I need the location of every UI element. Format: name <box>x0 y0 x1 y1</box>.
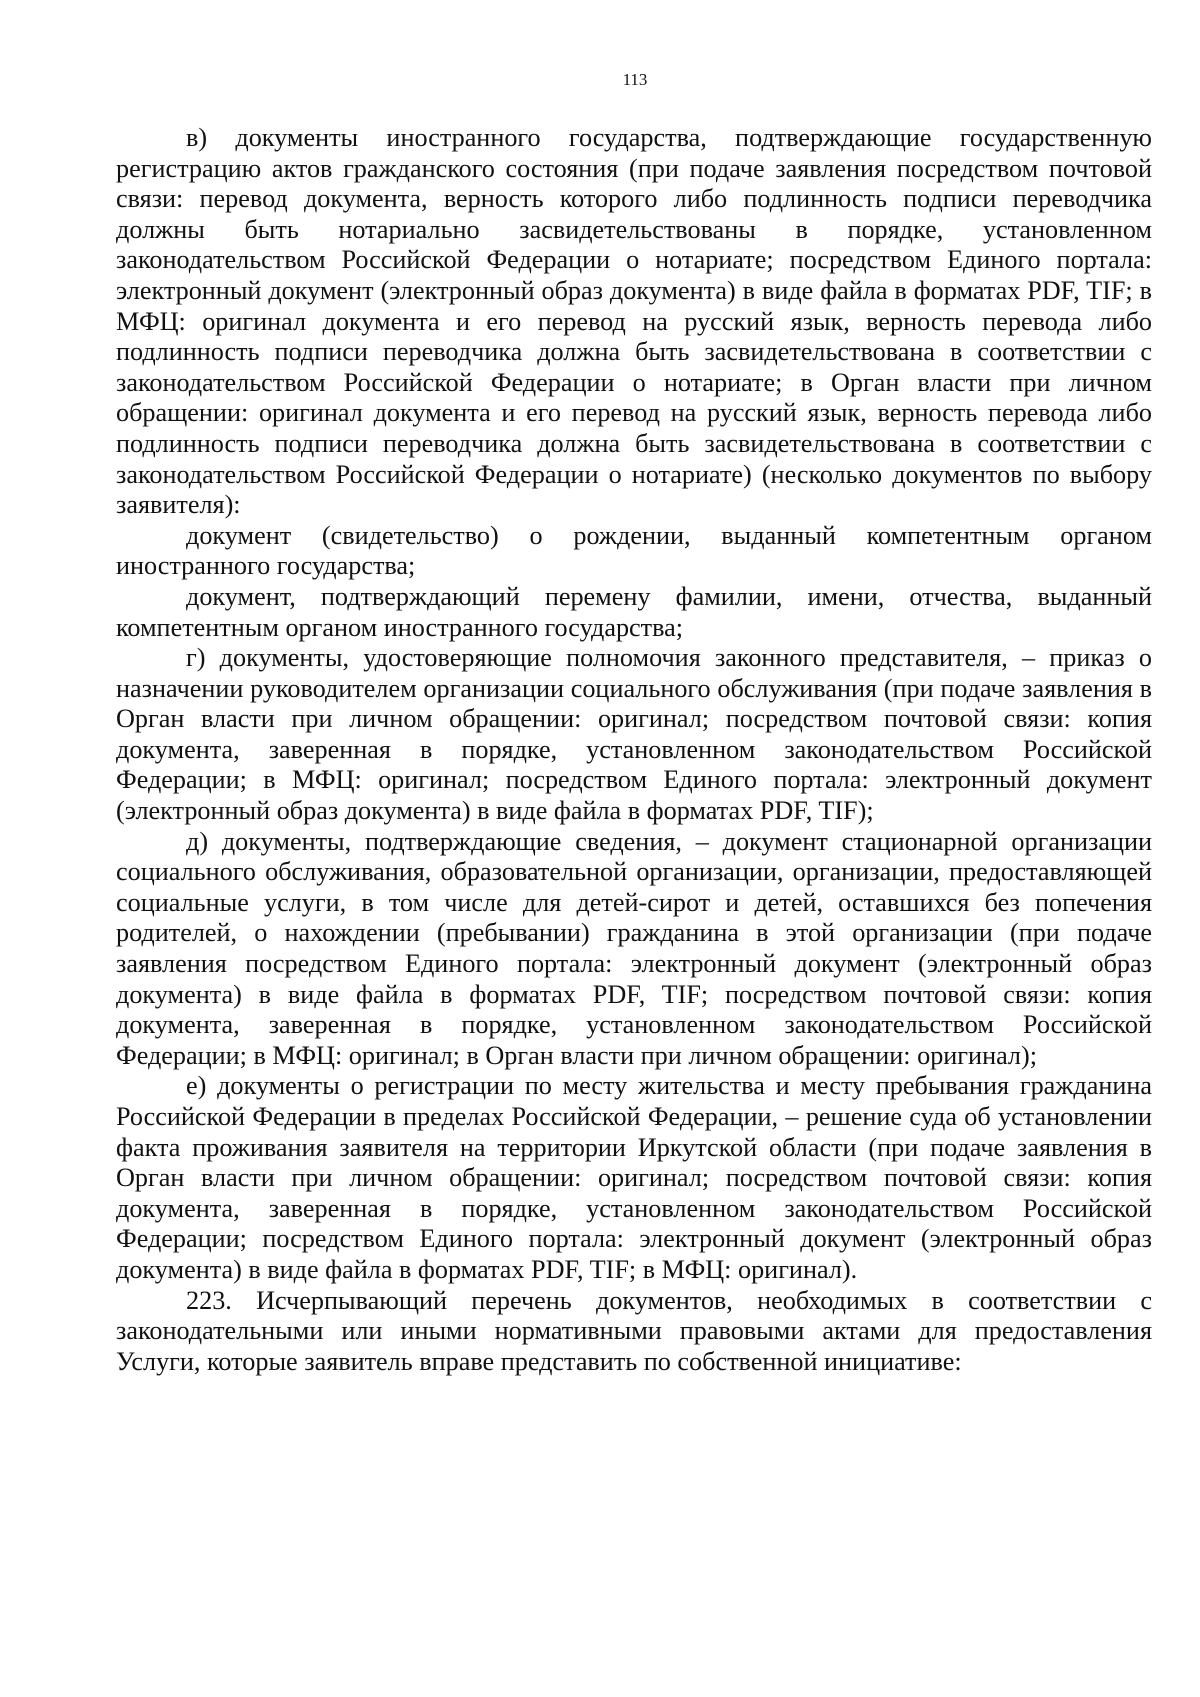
paragraph-name-change-document: документ, подтверждающий перемену фамилии, имени, отчества, выданный компетентным органом иностранного государства; <box>116 581 1152 642</box>
paragraph-g-representative-authority: г) документы, удостоверяющие полномочия законного представителя, – приказ о назначении руководителем организации социального обслуживания (при подаче заявления в Орган власти при личном обращении: оригинал; посредством почтовой связи: копия документа, заверенная в порядке, установленном законодательством Российской Федерации; в МФЦ: оригинал; посредством Единого портала: электронный документ (электронный образ документа) в виде файла в форматах PDF, TIF); <box>116 643 1152 826</box>
paragraph-e-registration-documents: е) документы о регистрации по месту жительства и месту пребывания гражданина Российской Федерации в пределах Российской Федерации, – решение суда об установлении факта проживания заявителя на территории Иркутской области (при подаче заявления в Орган власти при личном обращении: оригинал; посредством почтовой связи: копия документа, заверенная в порядке, установленном законодательством Российской Федерации; посредством Единого портала: электронный документ (электронный образ документа) в виде файла в форматах PDF, TIF; в МФЦ: оригинал). <box>116 1071 1152 1284</box>
paragraph-223-exhaustive-list: 223. Исчерпывающий перечень документов, необходимых в соответствии с законодательными или иными нормативными правовыми актами для предоставления Услуги, которые заявитель вправе представить по собственной инициативе: <box>116 1285 1152 1376</box>
paragraph-d-confirming-documents: д) документы, подтверждающие сведения, – документ стационарной организации социального обслуживания, образовательной организации, организации, предоставляющей социальные услуги, в том числе для детей-сирот и детей, оставшихся без попечения родителей, о нахождении (пребывании) гражданина в этой организации (при подаче заявления посредством Единого портала: электронный документ (электронный образ документа) в виде файла в форматах PDF, TIF; посредством почтовой связи: копия документа, заверенная в порядке, установленном законодательством Российской Федерации; в МФЦ: оригинал; в Орган власти при личном обращении: оригинал); <box>116 826 1152 1070</box>
paragraph-v-foreign-documents: в) документы иностранного государства, подтверждающие государственную регистрацию актов гражданского состояния (при подаче заявления посредством почтовой связи: перевод документа, верность которого либо подлинность подписи переводчика должны быть нотариально засвидетельствованы в порядке, установленном законодательством Российской Федерации о нотариате; посредством Единого портала: электронный документ (электронный образ документа) в виде файла в форматах PDF, TIF; в МФЦ: оригинал документа и его перевод на русский язык, верность перевода либо подлинность подписи переводчика должна быть засвидетельствована в соответствии с законодательством Российской Федерации о нотариате; в Орган власти при личном обращении: оригинал документа и его перевод на русский язык, верность перевода либо подлинность подписи переводчика должна быть засвидетельствована в соответствии с законодательством Российской Федерации о нотариате) (несколько документов по выбору заявителя): <box>116 123 1152 520</box>
page-number: 113 <box>622 70 648 89</box>
paragraph-birth-certificate: документ (свидетельство) о рождении, выданный компетентным органом иностранного государства; <box>116 520 1152 581</box>
document-body <box>116 123 1152 1377</box>
